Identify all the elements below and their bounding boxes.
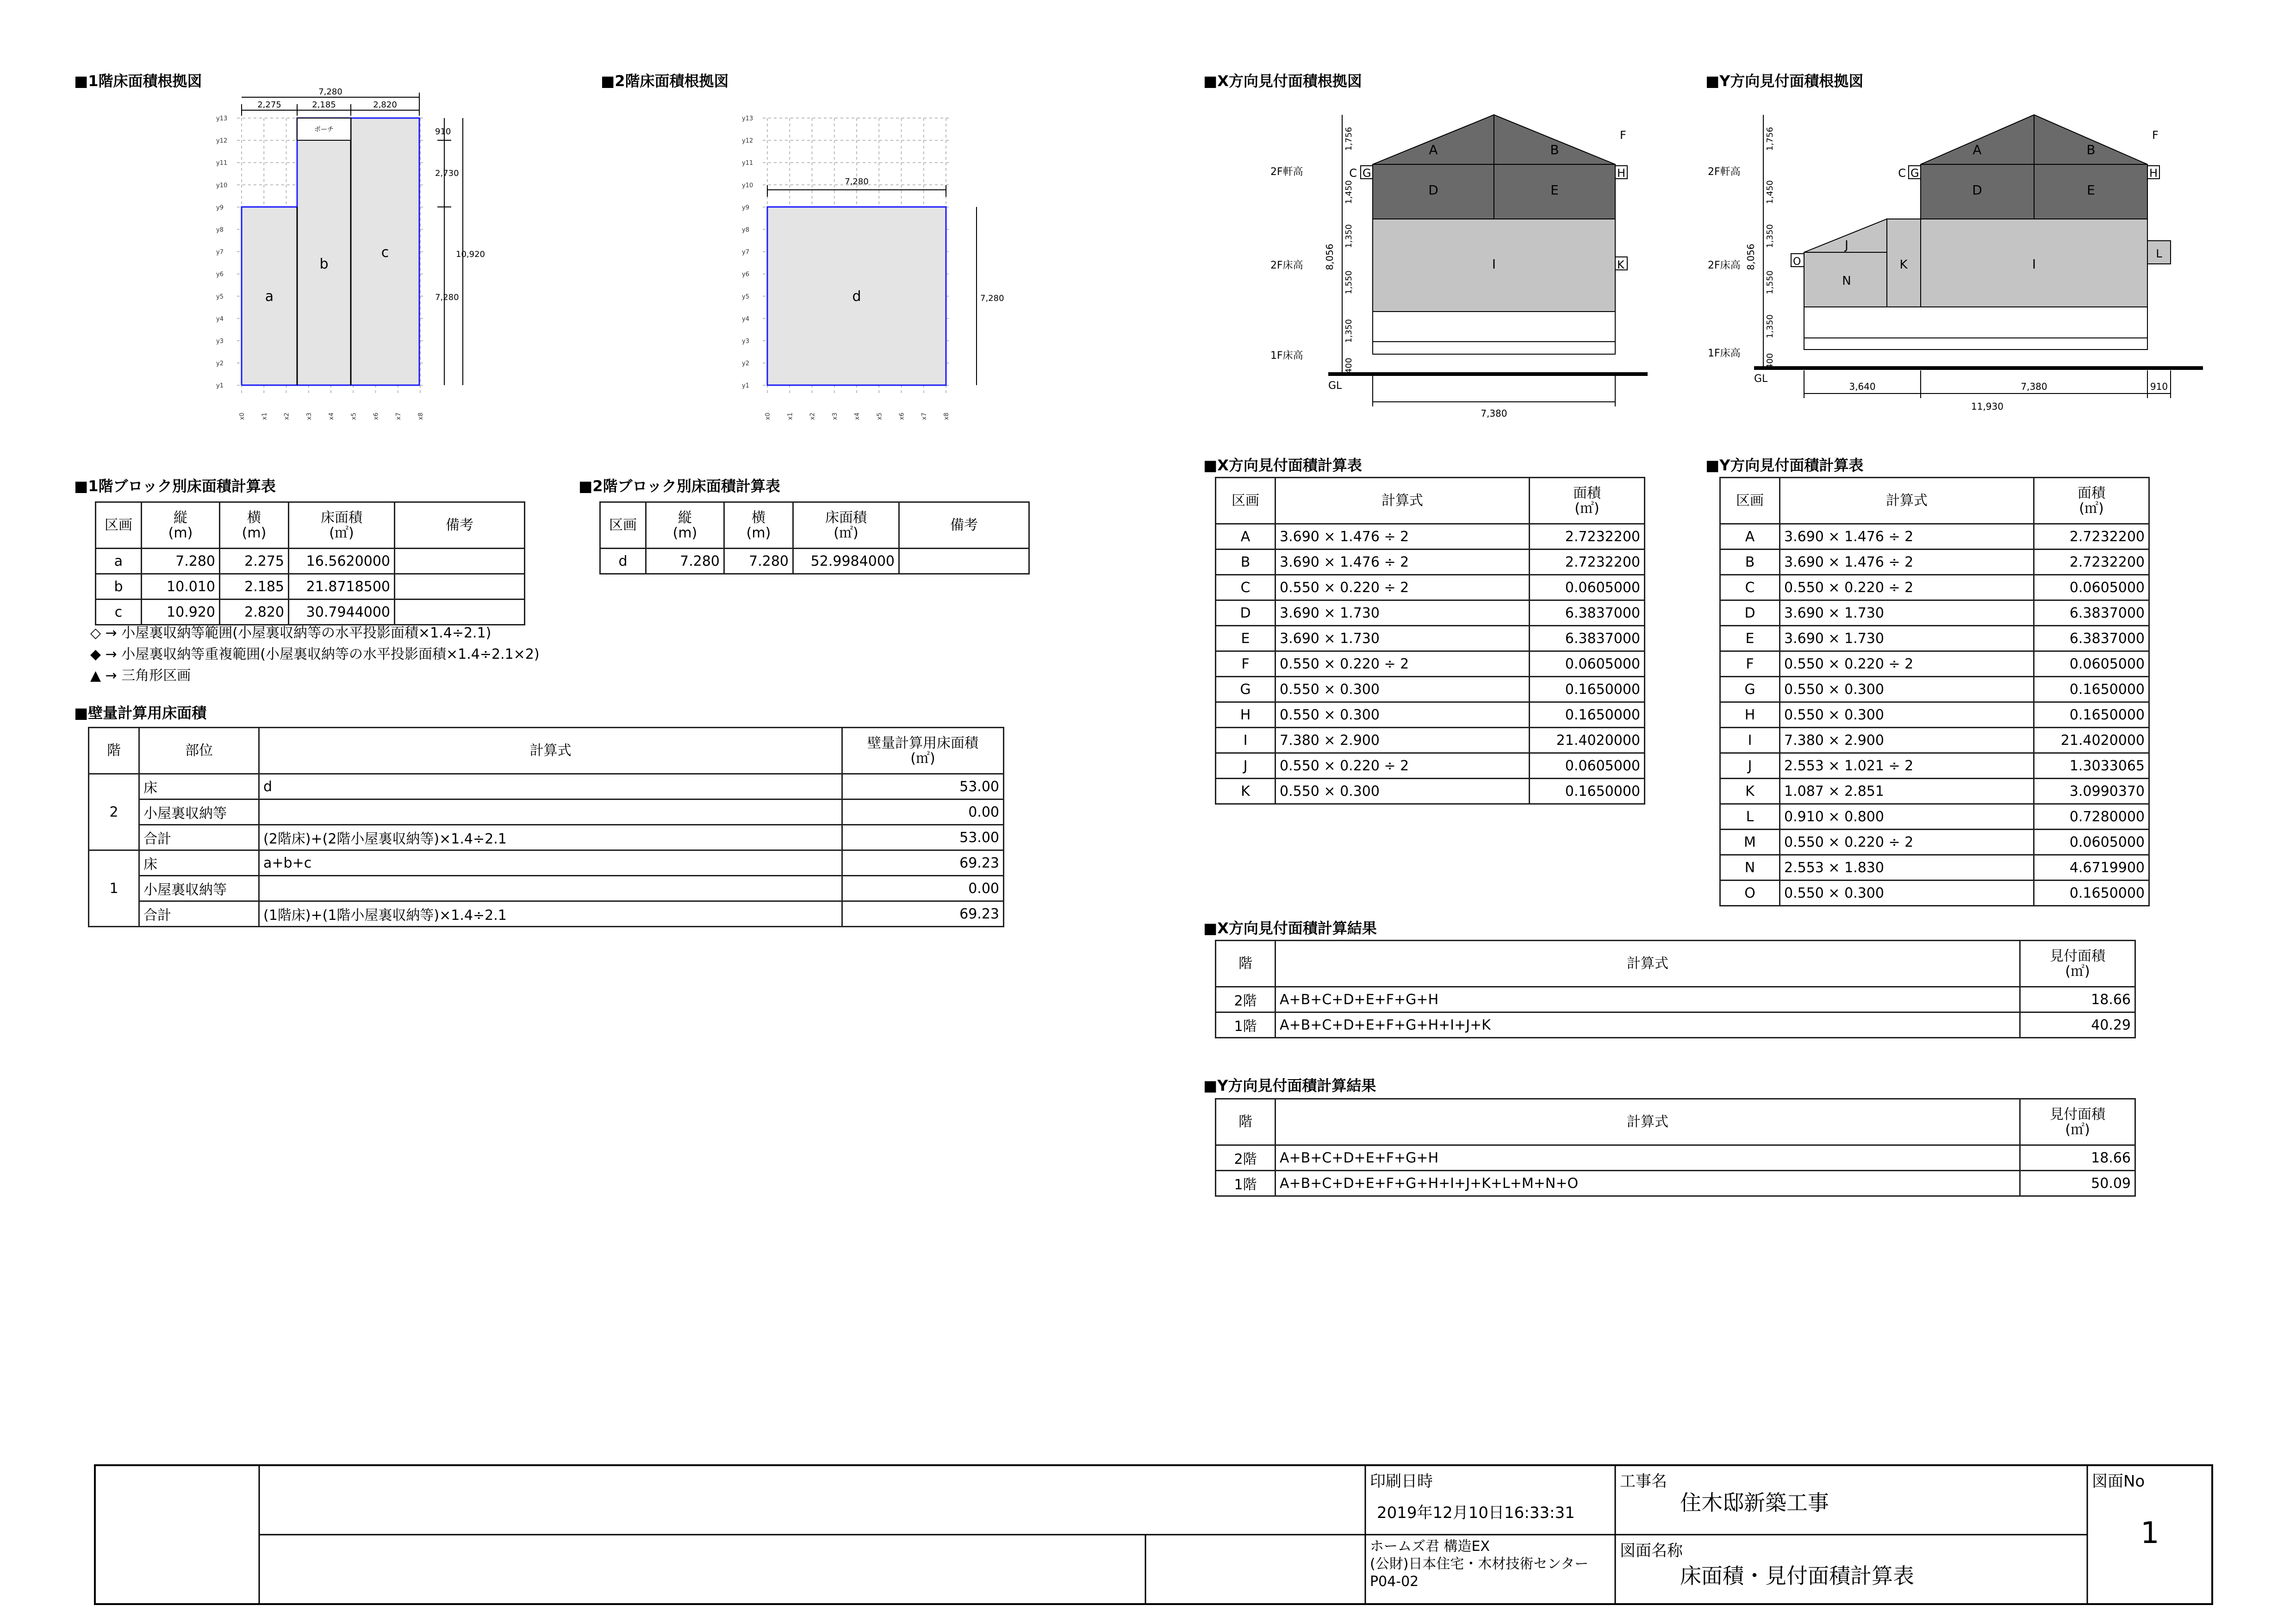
grid-x-label: x1	[261, 412, 268, 420]
top-dim-1: 2,275	[257, 100, 281, 110]
table-row: 合計 (1階床)+(1階小屋裏収納等)×1.4÷2.1 69.23	[89, 901, 1004, 927]
y-level-gl: GL	[1754, 373, 1768, 385]
x-result-title: ■X方向見付面積計算結果	[1203, 919, 1377, 937]
col-header: 区画	[1720, 478, 1780, 524]
grid-y-label: y9	[742, 204, 749, 212]
floor1-table-title: ■1階ブロック別床面積計算表	[74, 477, 276, 495]
col-header: 面積 (㎡)	[2034, 478, 2149, 524]
col-header: 備考	[899, 502, 1029, 549]
top-dim-2: 2,185	[312, 100, 336, 110]
table-row: 合計 (2階床)+(2階小屋裏収納等)×1.4÷2.1 53.00	[89, 825, 1004, 850]
legend-attic-range: ◇ → 小屋裏収納等範囲(小屋裏収納等の水平投影面積×1.4÷2.1)	[90, 625, 492, 641]
col-header: 横 (m)	[724, 502, 793, 549]
y-label-O: O	[1793, 256, 1801, 268]
grid-x-label: x3	[831, 412, 839, 420]
y-label-C: C	[1898, 167, 1906, 180]
right-dim-2: 2,730	[435, 169, 459, 178]
col-header: 縦 (m)	[142, 502, 220, 549]
col-header: 縦 (m)	[646, 502, 724, 549]
x-label-A: A	[1429, 142, 1438, 157]
y-level-eave: 2F軒高	[1708, 166, 1741, 178]
grid-y-label: y2	[216, 360, 224, 368]
y-bottom-dim-1: 3,640	[1849, 381, 1876, 392]
y-label-G: G	[1910, 167, 1919, 180]
grid-y-label: y4	[216, 315, 224, 323]
y-vert-4: 1,550	[1765, 270, 1775, 294]
table-row: F 0.550 × 0.220 ÷ 2 0.0605000	[1216, 651, 1645, 677]
grid-y-label: y10	[742, 182, 753, 189]
grid-y-label: y7	[742, 249, 749, 256]
table-row: E 3.690 × 1.730 6.3837000	[1216, 626, 1645, 651]
table-row: F 0.550 × 0.220 ÷ 2 0.0605000	[1720, 651, 2149, 677]
grid-y-label: y5	[216, 293, 224, 300]
table-row: 1階 A+B+C+D+E+F+G+H+I+J+K+L+M+N+O 50.09	[1216, 1171, 2135, 1196]
col-header: 区画	[96, 502, 142, 549]
top-total-dim: 7,280	[318, 87, 342, 97]
col-header: 見付面積 (㎡)	[2020, 1099, 2135, 1145]
grid-x-label: x5	[350, 412, 358, 420]
table-row: E 3.690 × 1.730 6.3837000	[1720, 626, 2149, 651]
y-label-E: E	[2087, 182, 2095, 198]
y-vert-5: 1,350	[1765, 314, 1775, 338]
grid-x-label: x6	[373, 412, 380, 420]
x-label-B: B	[1550, 142, 1559, 157]
grid-x-label: x3	[305, 412, 313, 420]
table-row: D 3.690 × 1.730 6.3837000	[1216, 600, 1645, 626]
table-row: C 0.550 × 0.220 ÷ 2 0.0605000	[1216, 575, 1645, 600]
drawing-no-value: 1	[2140, 1516, 2159, 1550]
x-vert-total: 8,056	[1324, 244, 1335, 270]
table-row: 小屋裏収納等 0.00	[89, 876, 1004, 901]
col-header: 部位	[139, 728, 259, 774]
col-header: 壁量計算用床面積 (㎡)	[842, 728, 1004, 774]
grid-y-label: y3	[742, 338, 749, 345]
right-dim-3: 7,280	[435, 293, 459, 302]
y-bottom-total: 11,930	[1971, 401, 2004, 412]
grid-y-label: y9	[216, 204, 224, 212]
y-bottom-dim-3: 910	[2150, 381, 2168, 392]
grid-x-label: x0	[765, 412, 772, 420]
grid-y-label: y11	[216, 160, 228, 167]
col-header: 床面積 (㎡)	[793, 502, 899, 549]
top-dim: 7,280	[845, 177, 869, 187]
y-result-title: ■Y方向見付面積計算結果	[1203, 1077, 1376, 1094]
table-row: L 0.910 × 0.800 0.7280000	[1720, 804, 2149, 830]
grid-y-label: y2	[742, 360, 749, 368]
project-name-label: 工事名	[1620, 1472, 1667, 1491]
col-header: 見付面積 (㎡)	[2020, 941, 2135, 987]
col-header: 横 (m)	[220, 502, 289, 549]
grid-y-label: y13	[216, 115, 228, 122]
x-label-C: C	[1349, 167, 1357, 180]
table-row: K 1.087 × 2.851 3.0990370	[1720, 779, 2149, 804]
block-b-label: b	[319, 256, 329, 272]
col-header: 区画	[600, 502, 646, 549]
grid-x-label: x6	[898, 412, 906, 420]
table-row: J 2.553 × 1.021 ÷ 2 1.3033065	[1720, 753, 2149, 779]
right-dim: 7,280	[980, 294, 1004, 303]
grid-y-label: y3	[216, 338, 224, 345]
grid-y-label: y11	[742, 160, 753, 167]
table-row: b 10.010 2.185 21.8718500	[96, 574, 525, 600]
y-label-H: H	[2149, 167, 2158, 180]
top-dim-3: 2,820	[373, 100, 397, 110]
col-header: 床面積 (㎡)	[289, 502, 395, 549]
table-row: H 0.550 × 0.300 0.1650000	[1216, 702, 1645, 728]
table-row: 小屋裏収納等 0.00	[89, 800, 1004, 825]
table-row: 1 床 a+b+c 69.23	[89, 850, 1004, 876]
x-vert-3: 1,350	[1344, 224, 1354, 248]
block-a-label: a	[265, 288, 274, 305]
x-vert-6: 400	[1344, 357, 1354, 374]
x-label-G: G	[1363, 167, 1371, 180]
grid-x-label: x1	[787, 412, 794, 420]
col-header: 区画	[1216, 478, 1276, 524]
x-level-2f: 2F床高	[1270, 260, 1303, 271]
floor1-diagram-title: ■1階床面積根拠図	[74, 72, 202, 90]
software-info: ホームズ君 構造EX (公財)日本住宅・木材技術センター P04-02	[1370, 1538, 1589, 1590]
right-total-dim: 10,920	[456, 250, 485, 259]
col-header: 計算式	[259, 728, 842, 774]
y-label-B: B	[2086, 142, 2096, 157]
block-d-label: d	[852, 288, 861, 305]
grid-y-label: y8	[742, 226, 749, 234]
grid-y-label: y6	[216, 271, 224, 278]
table-row: 2階 A+B+C+D+E+F+G+H 18.66	[1216, 987, 2135, 1012]
table-row: M 0.550 × 0.220 ÷ 2 0.0605000	[1720, 830, 2149, 855]
floor2-table-title: ■2階ブロック別床面積計算表	[579, 477, 780, 495]
grid-y-label: y12	[742, 137, 753, 145]
grid-x-label: x8	[943, 412, 950, 420]
x-vert-1: 1,756	[1344, 127, 1354, 151]
grid-x-label: x7	[395, 412, 402, 420]
grid-x-label: x2	[283, 412, 291, 420]
col-header: 備考	[395, 502, 525, 549]
print-date-label: 印刷日時	[1370, 1472, 1433, 1491]
legend-triangle: ▲ → 三角形区画	[90, 668, 191, 684]
table-row: 2 床 d 53.00	[89, 774, 1004, 800]
floor2-diagram-title: ■2階床面積根拠図	[601, 72, 729, 90]
grid-y-label: y10	[216, 182, 228, 189]
table-row: N 2.553 × 1.830 4.6719900	[1720, 855, 2149, 881]
legend-attic-overlap: ◆ → 小屋裏収納等重複範囲(小屋裏収納等の水平投影面積×1.4÷2.1×2)	[90, 646, 540, 662]
y-label-A: A	[1972, 142, 1982, 157]
table-row: 2階 A+B+C+D+E+F+G+H 18.66	[1216, 1145, 2135, 1171]
table-row: A 3.690 × 1.476 ÷ 2 2.7232200	[1216, 524, 1645, 550]
table-row: K 0.550 × 0.300 0.1650000	[1216, 779, 1645, 804]
x-vert-5: 1,350	[1344, 319, 1354, 343]
grid-y-label: y7	[216, 249, 224, 256]
x-label-I: I	[1492, 256, 1496, 272]
grid-x-label: x4	[328, 412, 335, 420]
y-label-K: K	[1899, 258, 1908, 272]
wall-table-title: ■壁量計算用床面積	[74, 704, 207, 722]
grid-y-label: y1	[216, 382, 224, 390]
col-header: 計算式	[1276, 478, 1530, 524]
x-calc-title: ■X方向見付面積計算表	[1203, 456, 1362, 474]
y-level-2f: 2F床高	[1708, 260, 1741, 271]
grid-x-label: x8	[417, 412, 424, 420]
x-vert-2: 1,450	[1344, 180, 1354, 204]
x-vert-4: 1,550	[1344, 270, 1354, 294]
table-row: D 3.690 × 1.730 6.3837000	[1720, 600, 2149, 626]
y-calc-title: ■Y方向見付面積計算表	[1705, 456, 1864, 474]
print-date-value: 2019年12月10日16:33:31	[1377, 1504, 1575, 1522]
col-header: 計算式	[1276, 1099, 2020, 1145]
table-row: G 0.550 × 0.300 0.1650000	[1720, 677, 2149, 702]
table-row: d 7.280 7.280 52.9984000	[600, 549, 1029, 574]
y-label-D: D	[1972, 182, 1982, 198]
table-row: O 0.550 × 0.300 0.1650000	[1720, 881, 2149, 906]
grid-y-label: y4	[742, 315, 749, 323]
table-row: G 0.550 × 0.300 0.1650000	[1216, 677, 1645, 702]
y-diagram-title: ■Y方向見付面積根拠図	[1705, 72, 1864, 90]
table-row: a 7.280 2.275 16.5620000	[96, 549, 525, 574]
table-row: J 0.550 × 0.220 ÷ 2 0.0605000	[1216, 753, 1645, 779]
grid-y-label: y6	[742, 271, 749, 278]
porch-label: ポーチ	[314, 126, 334, 133]
y-level-1f: 1F床高	[1708, 348, 1741, 359]
y-label-F: F	[2152, 129, 2159, 142]
x-level-1f: 1F床高	[1270, 350, 1303, 362]
right-dim-1: 910	[435, 127, 451, 137]
y-label-L: L	[2156, 247, 2162, 260]
grid-y-label: y13	[742, 115, 753, 122]
table-row: B 3.690 × 1.476 ÷ 2 2.7232200	[1720, 550, 2149, 575]
grid-x-label: x2	[809, 412, 816, 420]
table-row: A 3.690 × 1.476 ÷ 2 2.7232200	[1720, 524, 2149, 550]
x-label-K: K	[1617, 258, 1624, 271]
y-label-J: J	[1845, 238, 1848, 252]
x-label-F: F	[1620, 129, 1626, 142]
table-row: c 10.920 2.820 30.7944000	[96, 600, 525, 625]
col-header: 階	[89, 728, 139, 774]
col-header: 面積 (㎡)	[1530, 478, 1645, 524]
grid-y-label: y12	[216, 137, 228, 145]
y-label-N: N	[1842, 274, 1851, 288]
col-header: 階	[1216, 1099, 1276, 1145]
y-vert-total: 8,056	[1745, 244, 1756, 270]
drawing-no-label: 図面No	[2092, 1472, 2145, 1491]
grid-y-label: y1	[742, 382, 749, 390]
y-vert-1: 1,756	[1765, 127, 1775, 151]
drawing-name-label: 図面名称	[1620, 1542, 1683, 1560]
y-vert-2: 1,450	[1765, 180, 1775, 204]
block-c-label: c	[381, 244, 389, 261]
x-level-eave: 2F軒高	[1270, 166, 1303, 178]
x-level-gl: GL	[1328, 380, 1342, 392]
table-row: C 0.550 × 0.220 ÷ 2 0.0605000	[1720, 575, 2149, 600]
x-diagram-title: ■X方向見付面積根拠図	[1203, 72, 1362, 90]
x-label-E: E	[1550, 182, 1559, 198]
table-row: I 7.380 × 2.900 21.4020000	[1216, 728, 1645, 753]
drawing-name-value: 床面積・見付面積計算表	[1680, 1563, 1914, 1588]
x-label-H: H	[1617, 167, 1626, 180]
grid-x-label: x7	[921, 412, 928, 420]
col-header: 計算式	[1276, 941, 2020, 987]
grid-x-label: x4	[854, 412, 861, 420]
table-row: B 3.690 × 1.476 ÷ 2 2.7232200	[1216, 550, 1645, 575]
table-row: 1階 A+B+C+D+E+F+G+H+I+J+K 40.29	[1216, 1012, 2135, 1038]
y-label-I: I	[2032, 256, 2036, 272]
y-bottom-dim-2: 7,380	[2021, 381, 2047, 392]
grid-x-label: x0	[239, 412, 246, 420]
x-label-D: D	[1428, 182, 1438, 198]
project-name-value: 住木邸新築工事	[1680, 1490, 1829, 1515]
grid-y-label: y8	[216, 226, 224, 234]
col-header: 階	[1216, 941, 1276, 987]
y-vert-6: 400	[1765, 353, 1775, 369]
col-header: 計算式	[1780, 478, 2034, 524]
y-vert-3: 1,350	[1765, 224, 1775, 248]
grid-x-label: x5	[876, 412, 884, 420]
grid-y-label: y5	[742, 293, 749, 300]
x-bottom-dim: 7,380	[1481, 408, 1507, 419]
table-row: I 7.380 × 2.900 21.4020000	[1720, 728, 2149, 753]
table-row: H 0.550 × 0.300 0.1650000	[1720, 702, 2149, 728]
